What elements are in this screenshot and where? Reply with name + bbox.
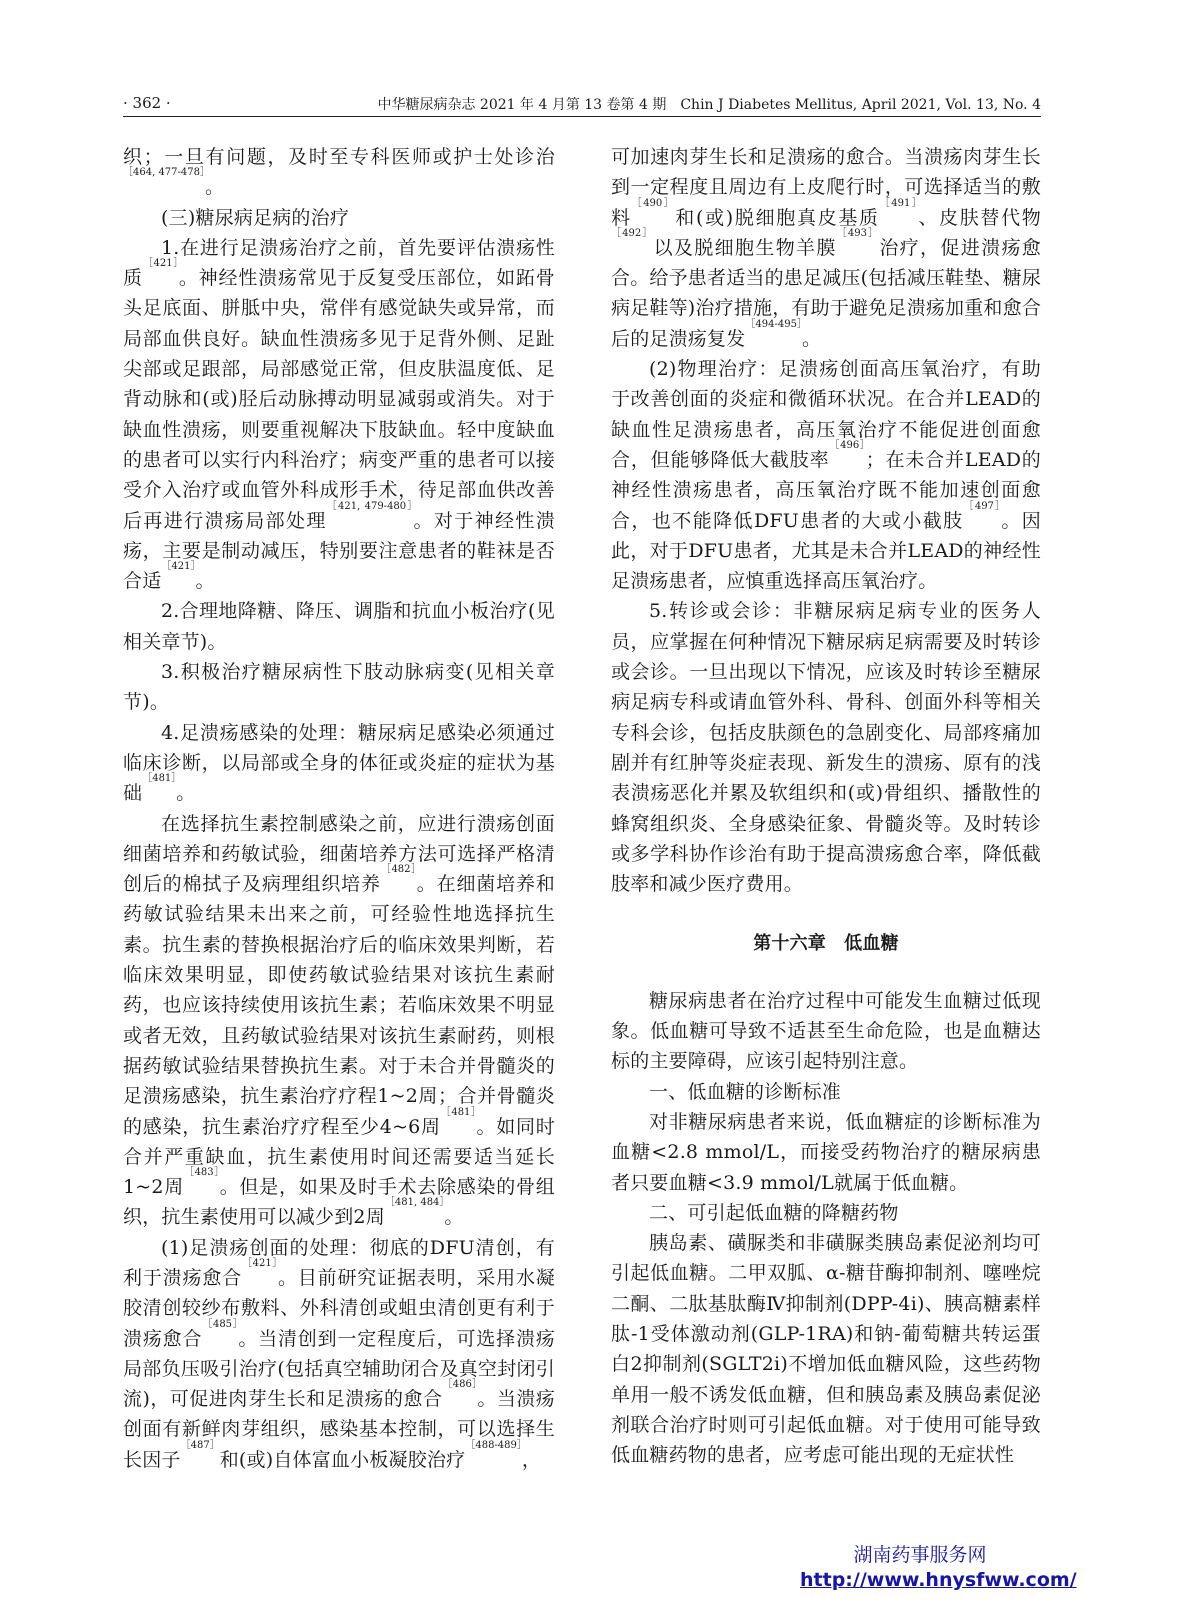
paragraph-text: (三)糖尿病足病的治疗 xyxy=(161,206,350,229)
paragraph xyxy=(611,142,1041,354)
header-rule xyxy=(123,116,1041,117)
citation-ref: ［421］ xyxy=(161,561,196,573)
citation-ref: ［483］ xyxy=(184,1167,220,1179)
paragraph-text: 。对于神经性溃疡，主要是制动减压，特别要注意患者的鞋袜是否合适 xyxy=(123,509,555,593)
paragraph-text: ， xyxy=(521,1448,542,1471)
paragraph xyxy=(123,809,555,1233)
running-header xyxy=(123,90,1041,120)
paragraph-text: 。因此，对于DFU患者，尤其是未合并LEAD的神经性足溃疡患者，应慎重选择高压氧治疗。 xyxy=(611,509,1041,593)
citation-ref: ［464, 477-478］ xyxy=(123,167,205,179)
paragraph-text: (1)足溃疡创面的处理：彻底的DFU清创，有利于溃疡愈合 xyxy=(123,1236,555,1289)
paragraph-text: 1.在进行足溃疡治疗之前，首先要评估溃疡性质 xyxy=(123,236,555,290)
citation-ref: ［497］ xyxy=(963,500,1002,512)
paragraph xyxy=(123,203,555,233)
paragraph-text: (2)物理治疗：足溃疡创面高压氧治疗，有助于改善创面的炎症和微循环状况。在合并LEAD的缺血性足溃疡患者，高压氧治疗不能促进创面愈合，但能够降低大截肢率 xyxy=(611,358,1041,471)
page-number: · 362 · xyxy=(123,94,171,112)
paragraph-text: 。目前研究证据表明，采用水凝胶清创较纱布敷料、外科清创或蛆虫清创更有利于溃疡愈合 xyxy=(123,1266,555,1350)
paragraph xyxy=(123,657,555,718)
paragraph-text: 。但是，如果及时手术去除感染的骨组织，抗生素使用可以减少到2周 xyxy=(123,1176,555,1229)
paragraph-text: 糖尿病患者在治疗过程中可能发生血糖过低现象。低血糖可导致不适甚至生命危险，也是血糖达标的主要障碍，应该引起特别注意。 xyxy=(611,989,1041,1073)
paragraph-text: 。 xyxy=(176,782,196,805)
paragraph-text: 。 xyxy=(444,1206,464,1229)
paragraph xyxy=(611,1077,1041,1107)
citation-ref: ［421, 479-480］ xyxy=(326,500,414,512)
paragraph xyxy=(123,718,555,809)
citation-ref: ［493］ xyxy=(836,227,880,239)
citation-ref: ［421］ xyxy=(142,258,179,270)
paragraph-text: 对非糖尿病患者来说，低血糖症的诊断标准为血糖<2.8 mmol/L，而接受药物治疗的糖尿病患者只要血糖<3.9 mmol/L就属于低血糖。 xyxy=(611,1110,1041,1194)
site-watermark xyxy=(800,1542,1077,1592)
right-column xyxy=(611,142,1041,1470)
paragraph-text: 。 xyxy=(195,570,215,593)
citation-ref: ［481］ xyxy=(440,1106,477,1118)
journal-running-title: 中华糖尿病杂志 2021 年 4 月第 13 卷第 4 期 Chin J Diabetes Mellitus, April 2021, Vol. 13, No. 4 xyxy=(377,97,1041,113)
paragraph-text: 2.合理地降糖、降压、调脂和抗血小板治疗(见相关章节)。 xyxy=(123,600,555,653)
paragraph-text: 。在细菌培养和药敏试验结果未出来之前，可经验性地选择抗生素。抗生素的替换根据治疗后的临床效果判断，若临床效果明显，即使药敏试验结果对该抗生素耐药，也应该持续使用该抗生素；若临床效果不明显或者无效，且药敏试验结果对该抗生素耐药，则根据药敏试验结果替换抗生素。对于未合并骨髓炎的足溃疡感染，抗生素治疗疗程1~2周；合并骨髓炎的感染，抗生素治疗疗程至少4~6周 xyxy=(123,873,555,1138)
right-column-lower xyxy=(611,986,1041,1471)
paragraph-text: 以及脱细胞生物羊膜 xyxy=(653,236,837,259)
paragraph xyxy=(123,596,555,657)
citation-ref: ［490］ xyxy=(631,197,676,209)
paragraph xyxy=(123,1233,555,1475)
paragraph-text: 。 xyxy=(801,327,822,350)
citation-ref: ［482］ xyxy=(380,864,417,876)
watermark-site-name: 湖南药事服务网 xyxy=(853,1544,987,1566)
paragraph xyxy=(611,986,1041,1077)
citation-ref: ［421］ xyxy=(242,1257,278,1269)
paragraph-text: 。如同时合并严重缺血，抗生素使用时间还需要适当延长1~2周 xyxy=(123,1115,555,1199)
paragraph-text: 。当溃疡创面有新鲜肉芽组织，感染基本控制，可以选择生长因子 xyxy=(123,1388,555,1471)
citation-ref: ［485］ xyxy=(202,1318,239,1330)
paragraph-text: 。当清创到一定程度后，可选择溃疡局部负压吸引治疗(包括真空辅助闭合及真空封闭引流)，可促进肉芽生长和足溃疡的愈合 xyxy=(123,1327,555,1411)
paragraph-text: 和(或)脱细胞真皮基质 xyxy=(675,206,880,229)
citation-ref: ［496］ xyxy=(829,439,866,451)
paragraph-text: ；在未合并LEAD的神经性溃疡患者，高压氧治疗既不能加速创面愈合，也不能降低DFU患者的大或小截肢 xyxy=(611,448,1041,532)
paragraph-text: 二、可引起低血糖的降糖药物 xyxy=(649,1201,899,1224)
paragraph-text: 和(或)自体富血小板凝胶治疗 xyxy=(219,1448,466,1471)
paragraph-text: 织；一旦有问题，及时至专科医师或护士处诊治 xyxy=(123,146,555,168)
paragraph xyxy=(123,233,555,597)
paragraph xyxy=(123,142,555,203)
citation-ref: ［487］ xyxy=(180,1439,220,1451)
citation-ref: ［488-489］ xyxy=(465,1439,522,1451)
paragraph-text: 4.足溃疡感染的处理：糖尿病足感染必须通过临床诊断，以局部或全身的体征或炎症的症状为基础 xyxy=(123,721,555,805)
paragraph-text: 治疗，促进溃疡愈合。给予患者适当的患足减压(包括减压鞋垫、糖尿病足鞋等)治疗措施，有助于避免足溃疡加重和愈合后的足溃疡复发 xyxy=(611,236,1042,350)
citation-ref: ［481］ xyxy=(142,773,177,785)
paragraph xyxy=(611,354,1041,596)
paragraph xyxy=(611,1228,1041,1470)
paragraph-text: 5.转诊或会诊：非糖尿病足病专业的医务人员，应掌握在何种情况下糖尿病足病需要及时转诊或会诊。一旦出现以下情况，应该及时转诊至糖尿病足病专科或请血管外科、骨科、创面外科等相关专科会诊，包括皮肤颜色的急剧变化、局部疼痛加剧并有红肿等炎症表现、新发生的溃疡、原有的浅表溃疡恶化并累及软组织和(或)骨组织、播散性的蜂窝组织炎、全身感染征象、骨髓炎等。及时转诊或多学科协作诊治有助于提高溃疡愈合率，降低截肢率和减少医疗费用。 xyxy=(611,600,1041,896)
watermark-url[interactable]: http://www.hnysfww.com/ xyxy=(800,1569,1077,1591)
paragraph-text: 胰岛素、磺脲类和非磺脲类胰岛素促泌剂均可引起低血糖。二甲双胍、α-糖苷酶抑制剂、噻唑烷二酮、二肽基肽酶Ⅳ抑制剂(DPP-4i)、胰高糖素样肽-1受体激动剂(GLP-1RA)和钠-葡萄糖共转运蛋白2抑制剂(SGLT2i)不增加低血糖风险，这些药物单用一般不诱发低血糖，但和胰岛素及胰岛素促泌剂联合治疗时则可引起低血糖。对于使用可能导致低血糖药物的患者，应考虑可能出现的无症状性 xyxy=(611,1232,1041,1467)
citation-ref: ［494-495］ xyxy=(745,318,802,330)
right-column-upper xyxy=(611,142,1041,899)
left-column xyxy=(123,142,555,1475)
citation-ref: ［486］ xyxy=(442,1379,478,1391)
paragraph-text: 可加速肉芽生长和足溃疡的愈合。当溃疡肉芽生长到一定程度且周边有上皮爬行时，可选择适当的敷料 xyxy=(611,146,1041,229)
paragraph xyxy=(611,1198,1041,1228)
citation-ref: ［492］ xyxy=(611,227,654,239)
citation-ref: ［481, 484］ xyxy=(384,1197,445,1209)
chapter-title: 第十六章 低血糖 xyxy=(753,933,899,955)
paragraph-text: 。神经性溃疡常见于反复受压部位，如跖骨头足底面、胼胝中央，常伴有感觉缺失或异常，而局部血供良好。缺血性溃疡多见于足背外侧、足趾尖部或足跟部，局部感觉正常，但皮肤温度低、足背动脉和(或)胫后动脉搏动明显减弱或消失。对于缺血性溃疡，则要重视解决下肢缺血。轻中度缺血的患者可以实行内科治疗；病变严重的患者可以接受介入治疗或血管外科成形手术，待足部血供改善后再进行溃疡局部处理 xyxy=(123,267,555,532)
paragraph-text: 。 xyxy=(205,176,225,199)
paragraph-text: 、皮肤替代物 xyxy=(918,206,1042,229)
paragraph-text: 一、低血糖的诊断标准 xyxy=(649,1080,842,1103)
paragraph-text: 在选择抗生素控制感染之前，应进行溃疡创面细菌培养和药敏试验，细菌培养方法可选择严格清创后的棉拭子及病理组织培养 xyxy=(123,812,555,896)
paragraph xyxy=(611,1107,1041,1198)
paragraph xyxy=(611,596,1041,899)
citation-ref: ［491］ xyxy=(879,197,919,209)
paragraph-text: 3.积极治疗糖尿病性下肢动脉病变(见相关章节)。 xyxy=(123,661,555,714)
